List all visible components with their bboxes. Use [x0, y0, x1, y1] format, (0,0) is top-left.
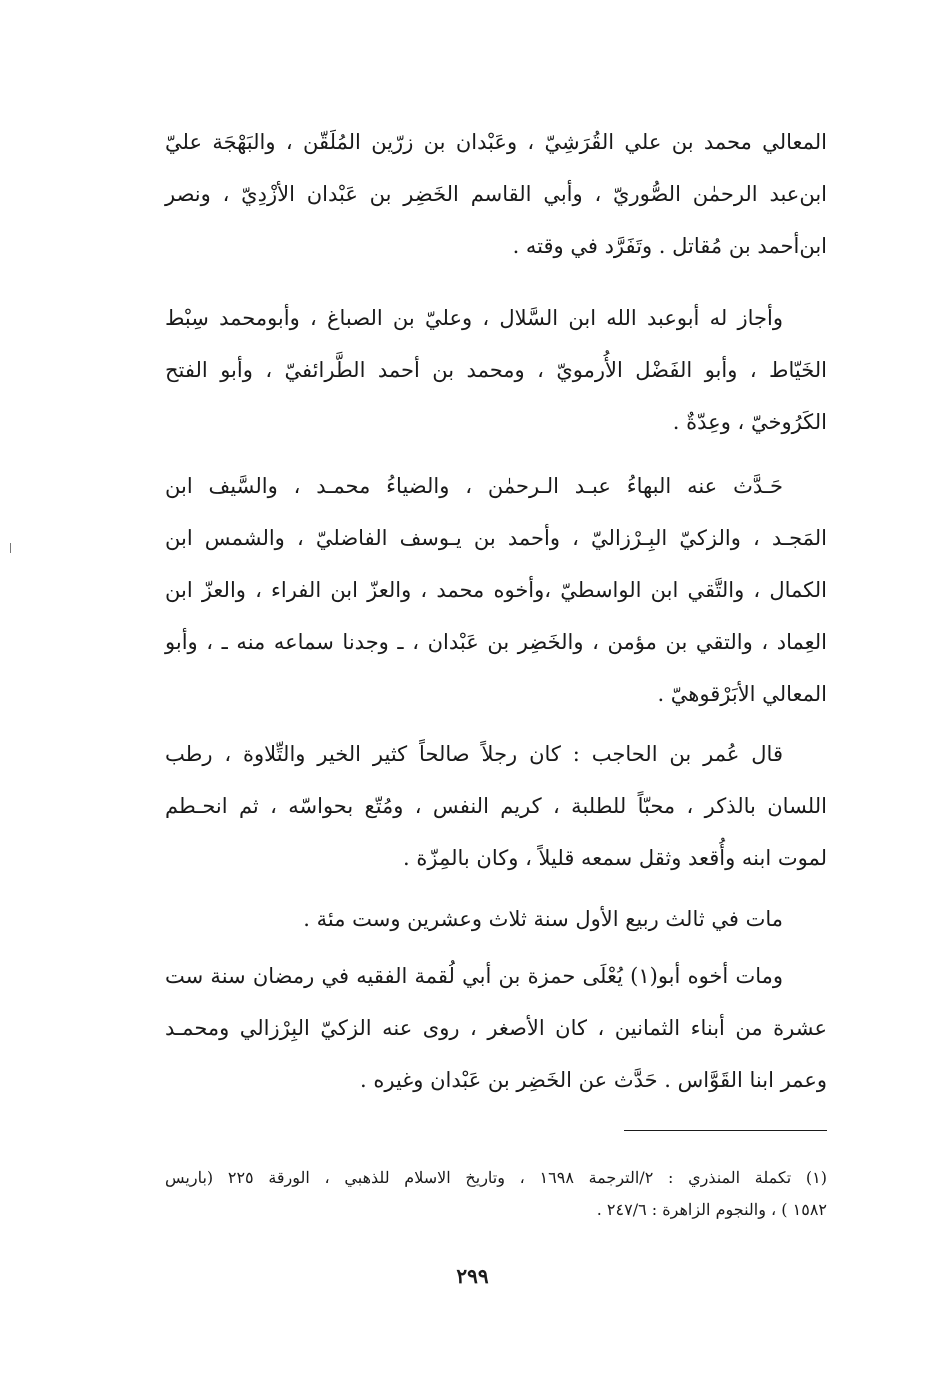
text-line: ابن‌أحمد بن مُقاتل . وتَفَرَّد في وقته .	[512, 234, 827, 258]
paragraph-death-date	[165, 893, 827, 945]
text-line: المعالي محمد بن علي القُرَشِيّ ، وعَبْدان بن زرّين المُلَقّن ، والبَهْجَة عليّ	[165, 130, 827, 154]
page-number: ٢٩٩	[456, 1264, 489, 1288]
paragraph-ijaza	[165, 292, 827, 448]
text-line: المعالي الأبَرْقوهيّ .	[657, 682, 827, 706]
footnote-separator	[624, 1130, 827, 1131]
text-line: عشرة من أبناء الثمانين ، كان الأصغر ، روى عنه الزكيّ البِرْزالي ومحمـد	[165, 1016, 827, 1040]
paragraph-teachers-continued	[165, 116, 827, 272]
text-line: وعمر ابنا القَوَّاس . حَدَّث عن الخَضِر بن عَبْدان وغيره .	[360, 1068, 827, 1092]
text-line: مات في ثالث ربيع الأول سنة ثلاث وعشرين وست مئة .	[303, 907, 783, 931]
text-line: لموت ابنه وأُقعد وثقل سمعه قليلاً ، وكان بالمِزّة .	[403, 846, 827, 870]
text-line: حَـدَّث عنه البهاءُ عبـد الـرحمٰن ، والضياءُ محمـد ، والسَّيف ابن	[165, 474, 783, 498]
text-line: الكَرُوخيّ ، وعِدّةٌ .	[672, 410, 827, 434]
text-line: العِماد ، والتقي بن مؤمن ، والخَضِر بن عَبْدان ، ـ وجدنا سماعه منه ـ ، وأبو	[165, 630, 827, 654]
paragraph-brother	[165, 950, 827, 1106]
text-line: ومات أخوه أبو(١) يُعْلَى حمزة بن أبي لُقمة الفقيه في رمضان سنة ست	[165, 964, 784, 988]
text-line: ابن‌عبد الرحمٰن الصُّوريّ ، وأبي القاسم الخَضِر بن عَبْدان الأزْدِيّ ، ونصر	[165, 182, 827, 206]
text-line: اللسان بالذكر ، محبّاً للطلبة ، كريم النفس ، ومُتّع بحواسّه ، ثم انحـطم	[165, 794, 827, 818]
footnote-line: (١) تكملة المنذري : ٢/الترجمة ١٦٩٨ ، وتاريخ الاسلام للذهبي ، الورقة ٢٢٥ (باريس	[165, 1168, 827, 1187]
scan-mark	[10, 543, 11, 553]
paragraph-ibn-alhajib-quote	[165, 728, 827, 884]
footnote-line: ١٥٨٢ ) ، والنجوم الزاهرة : ٢٤٧/٦ .	[596, 1200, 827, 1219]
paragraph-students	[165, 460, 827, 720]
text-line: قال عُمر بن الحاجب : كان رجلاً صالحاً كثير الخير والتِّلاوة ، رطب	[165, 742, 783, 766]
text-line: المَجـد ، والزكيّ البِـرْزاليّ ، وأحمد بن يـوسف الفاضليّ ، والشمس ابن	[165, 526, 827, 550]
footnotes	[165, 1162, 827, 1226]
text-line: الكمال ، والتَّقي ابن الواسطيّ ،وأخوه محمد ، والعزّ ابن الفراء ، والعزّ ابن	[165, 578, 827, 602]
text-line: وأجاز له أبوعبد الله ابن السَّلال ، وعليّ بن الصباغ ، وأبومحمد سِبْط	[165, 306, 783, 330]
text-line: الخَيّاط ، وأبو الفَضْل الأُرمويّ ، ومحمد بن أحمد الطَّرائفيّ ، وأبو الفتح	[165, 358, 827, 382]
